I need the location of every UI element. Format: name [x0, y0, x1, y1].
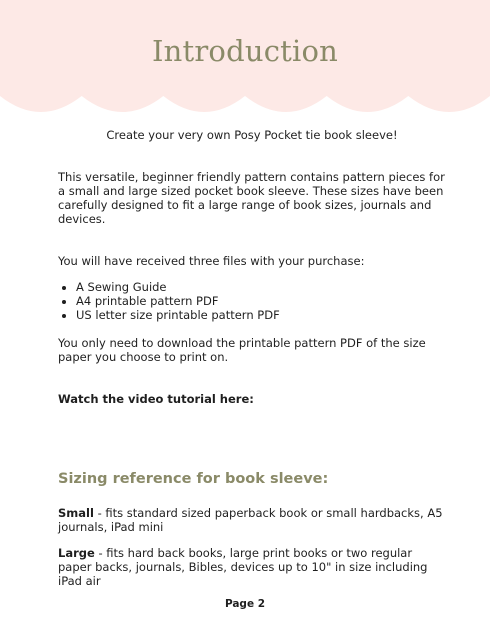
intro-paragraph: This versatile, beginner friendly pattern contains pattern pieces for a small and large sized pocket book sleeve. These sizes have been carefully designed to fit a large range of book sizes, journals and devices. [58, 170, 445, 226]
size-small-label: Small [58, 506, 94, 520]
size-large-label: Large [58, 546, 95, 560]
size-large [58, 546, 446, 588]
size-small [58, 506, 446, 534]
files-intro: You will have received three files with your purchase: [58, 254, 365, 268]
list-item: • A4 printable pattern PDF [76, 294, 446, 308]
size-small-text: - fits standard sized paperback book or small hardbacks, A5 journals, iPad mini [58, 506, 443, 534]
header-band [0, 0, 490, 120]
size-large-text: - fits hard back books, large print books or two regular paper backs, journals, Bibles, devices up to 10" in size including iPad air [58, 546, 428, 588]
video-tutorial-label: Watch the video tutorial here: [58, 392, 254, 406]
list-item: • A Sewing Guide [76, 280, 446, 294]
page-number: Page 2 [224, 598, 266, 610]
download-note: You only need to download the printable pattern PDF of the size paper you choose to print on. [58, 336, 426, 364]
list-item: • US letter size printable pattern PDF [76, 308, 446, 322]
intro-lead: Create your very own Posy Pocket tie book sleeve! [106, 128, 398, 142]
page-title: Introduction [151, 34, 339, 68]
main-content [58, 128, 446, 600]
sizing-heading: Sizing reference for book sleeve: [58, 471, 329, 487]
files-list [58, 280, 446, 322]
